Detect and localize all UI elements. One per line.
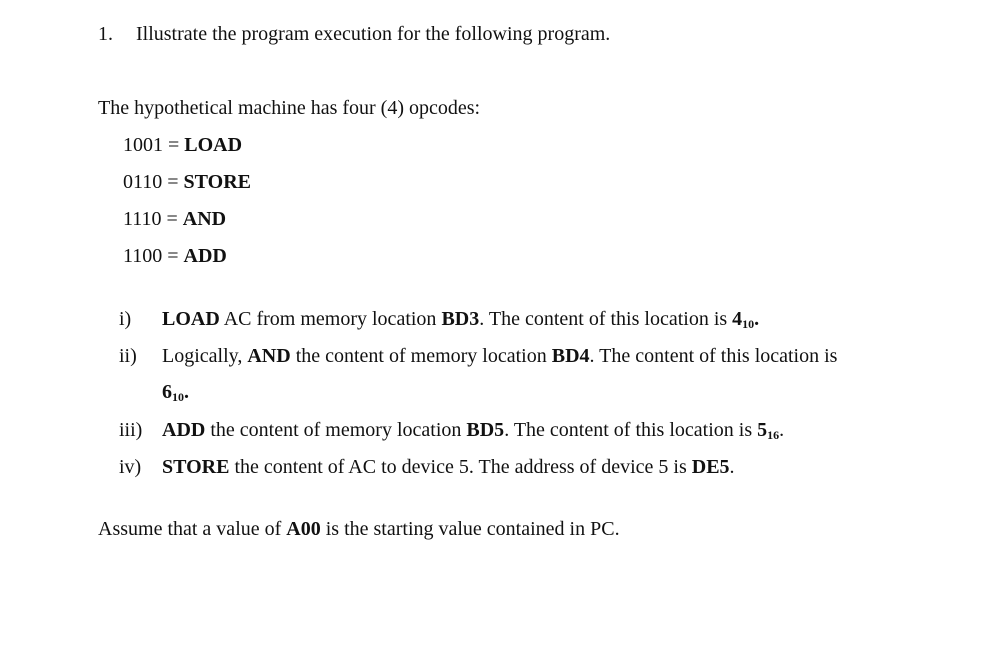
opcode-equals: = — [168, 134, 180, 156]
opcode-name: ADD — [183, 245, 227, 267]
opcode-name: LOAD — [184, 134, 243, 156]
device-address: DE5 — [691, 456, 730, 478]
instruction-op: AND — [247, 345, 291, 367]
opcode-row-add — [123, 244, 227, 268]
instruction-number: iii) — [119, 419, 143, 441]
opcode-code: 1100 — [123, 245, 163, 267]
opcode-equals: = — [166, 208, 178, 230]
sentence-end: . — [754, 308, 760, 330]
instruction-text: the content of memory location — [290, 345, 552, 367]
content-value: 4 — [732, 308, 743, 330]
assumption-text: is the starting value contained in PC. — [320, 518, 620, 540]
instruction-number: ii) — [119, 345, 137, 367]
instruction-op: LOAD — [162, 308, 220, 330]
number-base: 16 — [767, 428, 780, 442]
instruction-text: . The content of this location is — [504, 419, 758, 441]
opcode-name: AND — [182, 208, 227, 230]
instruction-and — [162, 344, 837, 368]
instruction-op: STORE — [162, 456, 230, 478]
instruction-text: the content of AC to device 5. The address of device 5 is — [229, 456, 692, 478]
instruction-text: the content of memory location — [205, 419, 467, 441]
instruction-store — [162, 455, 735, 479]
instruction-text: . The content of this location is — [589, 345, 838, 367]
opcode-code: 1001 — [123, 134, 163, 156]
memory-location: BD3 — [441, 308, 480, 330]
opcode-code: 1110 — [123, 208, 162, 230]
opcode-equals: = — [167, 171, 179, 193]
memory-location: BD5 — [466, 419, 505, 441]
instruction-number: i) — [119, 308, 132, 330]
opcode-code: 0110 — [123, 171, 163, 193]
opcode-row-load — [123, 133, 242, 157]
sentence-end: . — [184, 381, 189, 403]
instruction-text: Logically, — [162, 345, 248, 367]
question-number: 1. — [98, 23, 113, 45]
number-base: 10 — [742, 317, 755, 331]
instruction-load — [162, 307, 759, 336]
instruction-text: . The content of this location is — [479, 308, 733, 330]
assumption-line — [98, 517, 620, 541]
sentence-end: . — [779, 419, 785, 441]
instruction-op: ADD — [162, 419, 206, 441]
instruction-text: AC from memory location — [219, 308, 442, 330]
question-prompt: Illustrate the program execution for the following program. — [136, 23, 611, 45]
opcode-row-and — [123, 207, 226, 231]
instruction-and-continuation — [162, 380, 189, 409]
number-base: 10 — [172, 390, 184, 404]
pc-start-value: A00 — [286, 518, 321, 540]
sentence-end: . — [729, 456, 735, 478]
content-value: 5 — [757, 419, 768, 441]
opcode-intro: The hypothetical machine has four (4) opcodes: — [98, 97, 481, 119]
question-heading — [98, 22, 113, 46]
content-value: 6 — [162, 381, 172, 403]
instruction-add — [162, 418, 784, 447]
assumption-text: Assume that a value of — [98, 518, 287, 540]
opcode-name: STORE — [183, 171, 251, 193]
instruction-number: iv) — [119, 456, 142, 478]
opcode-equals: = — [167, 245, 179, 267]
opcode-row-store — [123, 170, 251, 194]
memory-location: BD4 — [551, 345, 590, 367]
